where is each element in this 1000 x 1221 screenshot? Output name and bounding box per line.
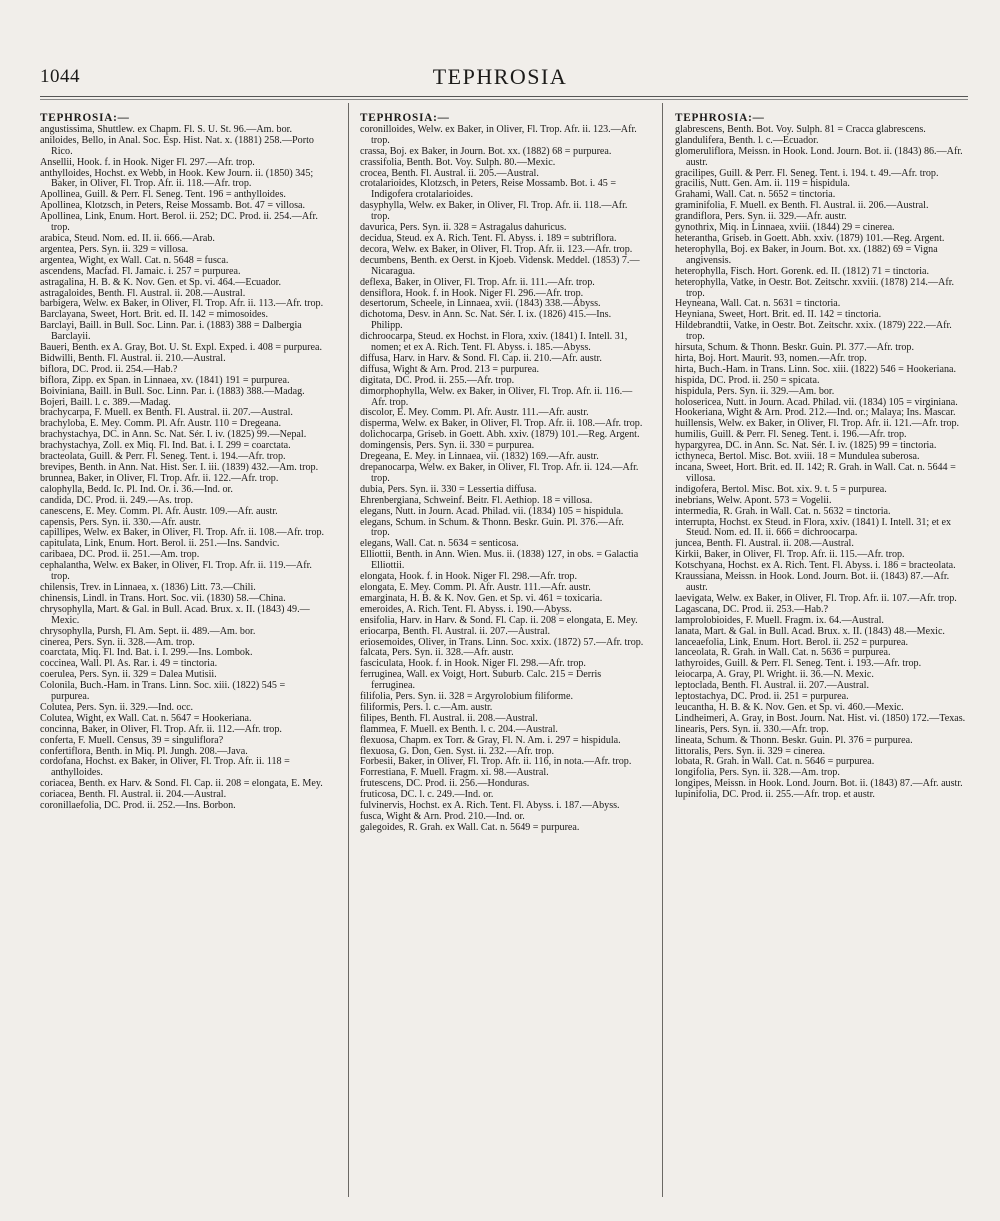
index-entry: argentea, Wight, ex Wall. Cat. n. 5648 = fusca. <box>40 254 229 266</box>
index-entry: longifolia, Pers. Syn. ii. 328.—Am. trop. <box>675 767 840 779</box>
index-entry: glandulifera, Benth. l. c.—Ecuador. <box>675 134 819 146</box>
index-entry: capillipes, Welw. ex Baker, in Oliver, Fl. Trop. Afr. ii. 108.—Afr. trop. <box>40 527 325 539</box>
index-entry: Kotschyana, Hochst. ex A. Rich. Tent. Fl. Abyss. i. 186 = bracteolata. <box>675 560 956 572</box>
index-entry: Colutea, Wight, ex Wall. Cat. n. 5647 = Hookeriana. <box>40 712 252 724</box>
index-entry: digitata, DC. Prod. ii. 255.—Afr. trop. <box>360 374 515 386</box>
index-entry: coerulea, Pers. Syn. ii. 329 = Dalea Mutisii. <box>40 669 217 681</box>
index-entry: Bojeri, Baill. l. c. 389.—Madag. <box>40 396 171 408</box>
index-entry: falcata, Pers. Syn. ii. 328.—Afr. austr. <box>360 647 514 659</box>
index-entry: icthyneca, Bertol. Misc. Bot. xviii. 18 = Mundulea suberosa. <box>675 451 920 463</box>
index-entry: Forrestiana, F. Muell. Fragm. xi. 98.—Austral. <box>360 767 549 779</box>
index-entry: coccinea, Wall. Pl. As. Rar. i. 49 = tinctoria. <box>40 658 218 670</box>
index-entry: argentea, Pers. Syn. ii. 329 = villosa. <box>40 243 189 255</box>
index-entry: dimorphophylla, Welw. ex Baker, in Oliver, Fl. Trop. Afr. ii. 116.—Afr. trop. <box>360 385 633 408</box>
index-entry: candida, DC. Prod. ii. 249.—As. trop. <box>40 494 194 506</box>
index-entry: glabrescens, Benth. Bot. Voy. Sulph. 81 = Cracca glabrescens. <box>675 123 926 135</box>
index-entry: fruticosa, DC. l. c. 249.—Ind. or. <box>360 789 494 801</box>
entry-list <box>675 125 968 801</box>
page-number: 1044 <box>40 66 80 87</box>
index-entry: crassa, Boj. ex Baker, in Journ. Bot. xx. (1882) 68 = purpurea. <box>360 145 612 157</box>
index-entry: dubia, Pers. Syn. ii. 330 = Lessertia diffusa. <box>360 483 537 495</box>
index-entry: dolichocarpa, Griseb. in Goett. Abh. xxiv. (1879) 101.—Reg. Argent. <box>360 429 640 441</box>
index-entry: grandiflora, Pers. Syn. ii. 329.—Afr. austr. <box>675 211 847 223</box>
index-column-3 <box>675 103 968 1197</box>
index-entry: astragalina, H. B. & K. Nov. Gen. et Sp. vi. 464.—Ecuador. <box>40 276 281 288</box>
index-entry: flammea, F. Muell. ex Benth. l. c. 204.—Austral. <box>360 723 558 735</box>
header-rule-secondary <box>40 99 968 100</box>
index-entry: filifolia, Pers. Syn. ii. 328 = Argyrolobium filiforme. <box>360 691 573 703</box>
index-entry: barbigera, Welw. ex Baker, in Oliver, Fl. Trop. Afr. ii. 113.—Afr. trop. <box>40 298 324 310</box>
index-entry: Barclayana, Sweet, Hort. Brit. ed. II. 142 = mimosoides. <box>40 309 268 321</box>
index-entry: leucantha, H. B. & K. Nov. Gen. et Sp. vi. 460.—Mexic. <box>675 701 904 713</box>
index-entry: holosericea, Nutt. in Journ. Acad. Philad. vii. (1834) 105 = virginiana. <box>675 396 958 408</box>
index-entry: decidua, Steud. ex A. Rich. Tent. Fl. Abyss. i. 189 = subtriflora. <box>360 232 617 244</box>
index-entry: cordofana, Hochst. ex Baker, in Oliver, Fl. Trop. Afr. ii. 118 = anthylloides. <box>40 756 290 779</box>
index-entry: anthylloides, Hochst. ex Webb, in Hook. Kew Journ. ii. (1850) 345; Baker, in Oliver, Fl. Trop. Afr. ii. 118.—Afr. trop. <box>40 167 314 190</box>
index-entry: Kraussiana, Meissn. in Hook. Lond. Journ. Bot. ii. (1843) 87.—Afr. austr. <box>675 571 950 593</box>
index-entry: chrysophylla, Mart. & Gal. in Bull. Acad. Brux. x. II. (1843) 49.—Mexic. <box>40 603 310 626</box>
index-entry: Elliottii, Benth. in Ann. Wien. Mus. ii. (1838) 127, in obs. = Galactia Elliottii. <box>360 549 639 572</box>
index-entry: humilis, Guill. & Perr. Fl. Seneg. Tent. i. 196.—Afr. trop. <box>675 429 907 441</box>
index-entry: Lagascana, DC. Prod. ii. 253.—Hab.? <box>675 603 829 615</box>
index-entry: coriacea, Benth. Fl. Austral. ii. 204.—Austral. <box>40 789 227 801</box>
index-entry: Hookeriana, Wight & Arn. Prod. 212.—Ind. or.; Malaya; Ins. Mascar. <box>675 407 956 419</box>
index-entry: elegans, Wall. Cat. n. 5634 = senticosa. <box>360 538 519 550</box>
index-entry: crassifolia, Benth. Bot. Voy. Sulph. 80.—Mexic. <box>360 156 556 168</box>
index-entry: Baueri, Benth. ex A. Gray, Bot. U. St. Expl. Exped. i. 408 = purpurea. <box>40 342 323 354</box>
index-entry: glomeruliflora, Meissn. in Hook. Lond. Journ. Bot. ii. (1843) 86.—Afr. austr. <box>675 145 963 168</box>
index-entry: heterophylla, Vatke, in Oestr. Bot. Zeitschr. xxviii. (1878) 214.—Afr. trop. <box>675 276 955 299</box>
index-entry: lupinifolia, DC. Prod. ii. 255.—Afr. trop. et austr. <box>675 789 875 801</box>
index-entry: lanceaefolia, Link, Enum. Hort. Berol. ii. 252 = purpurea. <box>675 636 909 648</box>
index-entry: coronillaefolia, DC. Prod. ii. 252.—Ins. Borbon. <box>40 800 236 812</box>
index-entry: deflexa, Baker, in Oliver, Fl. Trop. Afr. ii. 111.—Afr. trop. <box>360 276 595 288</box>
index-entry: lathyroides, Guill. & Perr. Fl. Seneg. Tent. i. 193.—Afr. trop. <box>675 658 922 670</box>
running-head: TEPHROSIA <box>432 64 568 89</box>
index-entry: elegans, Nutt. in Journ. Acad. Philad. vii. (1834) 105 = hispidula. <box>360 505 624 517</box>
index-entry: concinna, Baker, in Oliver, Fl. Trop. Afr. ii. 112.—Afr. trop. <box>40 723 282 735</box>
index-entry: hirta, Buch.-Ham. in Trans. Linn. Soc. xiii. (1822) 546 = Hookeriana. <box>675 363 956 375</box>
index-entry: lineata, Schum. & Thonn. Beskr. Guin. Pl. 376 = purpurea. <box>675 734 913 746</box>
index-entry: brevipes, Benth. in Ann. Nat. Hist. Ser. I. iii. (1839) 432.—Am. trop. <box>40 462 319 473</box>
index-entry: coriacea, Benth. ex Harv. & Sond. Fl. Cap. ii. 208 = elongata, E. Mey. <box>40 778 323 790</box>
index-entry: decora, Welw. ex Baker, in Oliver, Fl. Trop. Afr. ii. 123.—Afr. trop. <box>360 243 633 255</box>
index-entry: crotalarioides, Klotzsch, in Peters, Reise Mossamb. Bot. i. 45 = Indigofera crotalarioides. <box>360 178 617 201</box>
index-entry: lobata, R. Grah. in Wall. Cat. n. 5646 = purpurea. <box>675 756 875 768</box>
index-entry: confertiflora, Benth. in Miq. Pl. Jungh. 208.—Java. <box>40 745 248 757</box>
index-entry: eriocarpa, Benth. Fl. Austral. ii. 207.—Austral. <box>360 625 551 637</box>
index-entry: Boiviniana, Baill. in Bull. Soc. Linn. Par. i. (1883) 388.—Madag. <box>40 385 305 397</box>
index-entry: brunnea, Baker, in Oliver, Fl. Trop. Afr. ii. 122.—Afr. trop. <box>40 472 279 484</box>
index-entry: intermedia, R. Grah. in Wall. Cat. n. 5632 = tinctoria. <box>675 505 891 517</box>
index-entry: heterantha, Griseb. in Goett. Abh. xxiv. (1879) 101.—Reg. Argent. <box>675 232 945 244</box>
index-entry: lanata, Mart. & Gal. in Bull. Acad. Brux. x. II. (1843) 48.—Mexic. <box>675 625 945 637</box>
index-entry: huillensis, Welw. ex Baker, in Oliver, Fl. Trop. Afr. ii. 121.—Afr. trop. <box>675 418 960 430</box>
index-entry: galegoides, R. Grah. ex Wall. Cat. n. 5649 = purpurea. <box>360 821 580 833</box>
index-entry: caribaea, DC. Prod. ii. 251.—Am. trop. <box>40 549 200 561</box>
column-heading: TEPHROSIA:— <box>40 112 130 124</box>
index-entry: cinerea, Pers. Syn. ii. 328.—Am. trop. <box>40 636 195 648</box>
index-entry: coronilloides, Welw. ex Baker, in Oliver, Fl. Trop. Afr. ii. 123.—Afr. trop. <box>360 123 637 146</box>
index-entry: Hildebrandtii, Vatke, in Oestr. Bot. Zeitschr. xxix. (1879) 222.—Afr. trop. <box>675 320 952 343</box>
index-entry: Apollinea, Link, Enum. Hort. Berol. ii. 252; DC. Prod. ii. 254.—Afr. trop. <box>40 211 318 234</box>
index-entry: inebrians, Welw. Apont. 573 = Vogelii. <box>675 494 832 506</box>
index-entry: Ansellii, Hook. f. in Hook. Niger Fl. 297.—Afr. trop. <box>40 156 255 168</box>
index-entry: dasyphylla, Welw. ex Baker, in Oliver, Fl. Trop. Afr. ii. 118.—Afr. trop. <box>360 200 628 223</box>
index-entry: Heyneana, Wall. Cat. n. 5631 = tinctoria. <box>675 298 841 310</box>
index-entry: densiflora, Hook. f. in Hook. Niger Fl. 296.—Afr. trop. <box>360 287 584 299</box>
index-entry: gracilis, Nutt. Gen. Am. ii. 119 = hispidula. <box>675 178 850 190</box>
index-entry: littoralis, Pers. Syn. ii. 329 = cinerea. <box>675 745 826 757</box>
entry-list <box>360 125 644 834</box>
index-entry: elongata, Hook. f. in Hook. Niger Fl. 298.—Afr. trop. <box>360 571 577 583</box>
index-entry: brachystachya, DC. in Ann. Sc. Nat. Sér. I. iv. (1825) 99.—Nepal. <box>40 429 307 441</box>
index-entry: Colonila, Buch.-Ham. in Trans. Linn. Soc. xiii. (1822) 545 = purpurea. <box>40 680 286 703</box>
index-entry: juncea, Benth. Fl. Austral. ii. 208.—Austral. <box>675 538 854 550</box>
index-entry: gynothrix, Miq. in Linnaea, xviii. (1844) 29 = cinerea. <box>675 222 895 234</box>
index-entry: desertorum, Scheele, in Linnaea, xvii. (1843) 338.—Abyss. <box>360 298 601 310</box>
index-entry: interrupta, Hochst. ex Steud. in Flora, xxiv. (1841) I. Intell. 31; et ex Steud. Nom. ed. II. ii. 666 = dichroocarpa. <box>675 516 952 539</box>
index-entry: aniloides, Bello, in Anal. Soc. Esp. Hist. Nat. x. (1881) 258.—Porto Rico. <box>40 134 314 157</box>
index-entry: Grahami, Wall. Cat. n. 5652 = tinctoria. <box>675 189 836 201</box>
index-entry: Kirkii, Baker, in Oliver, Fl. Trop. Afr. ii. 115.—Afr. trop. <box>675 549 905 561</box>
index-entry: capitulata, Link, Enum. Hort. Berol. ii. 251.—Ins. Sandvic. <box>40 538 280 550</box>
index-entry: Dregeana, E. Mey. in Linnaea, vii. (1832) 169.—Afr. austr. <box>360 451 599 463</box>
index-entry: lamprolobioides, F. Muell. Fragm. ix. 64.—Austral. <box>675 614 884 626</box>
index-entry: elongata, E. Mey. Comm. Pl. Afr. Austr. 111.—Afr. austr. <box>360 581 591 593</box>
index-entry: linearis, Pers. Syn. ii. 330.—Afr. trop. <box>675 723 829 735</box>
index-entry: lanceolata, R. Grah. in Wall. Cat. n. 5636 = purpurea. <box>675 647 891 659</box>
index-entry: bracteolata, Guill. & Perr. Fl. Seneg. Tent. i. 194.—Afr. trop. <box>40 451 286 463</box>
index-entry: dichroocarpa, Steud. ex Hochst. in Flora, xxiv. (1841) I. Intell. 31, nomen; et ex A. Rich. Tent. Fl. Abyss. i. 185.—Abyss. <box>360 331 628 354</box>
index-entry: cephalantha, Welw. ex Baker, in Oliver, Fl. Trop. Afr. ii. 119.—Afr. trop. <box>40 560 312 583</box>
index-entry: heterophylla, Boj. ex Baker, in Journ. Bot. xx. (1882) 69 = Vigna angivensis. <box>675 243 938 266</box>
index-entry: diffusa, Wight & Arn. Prod. 213 = purpurea. <box>360 363 540 375</box>
index-entry: leptostachya, DC. Prod. ii. 251 = purpurea. <box>675 691 849 703</box>
index-entry: gracilipes, Guill. & Perr. Fl. Seneg. Tent. i. 194. t. 49.—Afr. trop. <box>675 167 939 179</box>
index-entry: dichotoma, Desv. in Ann. Sc. Nat. Sér. I. ix. (1826) 415.—Ins. Philipp. <box>360 309 612 332</box>
index-entry: Bidwilli, Benth. Fl. Austral. ii. 210.—Austral. <box>40 352 226 364</box>
index-entry: fusca, Wight & Arn. Prod. 210.—Ind. or. <box>360 811 525 822</box>
index-entry: discolor, E. Mey. Comm. Pl. Afr. Austr. 111.—Afr. austr. <box>360 407 589 419</box>
index-entry: calophylla, Bedd. Ic. Pl. Ind. Or. i. 36.—Ind. or. <box>40 483 233 495</box>
index-entry: decumbens, Benth. ex Oerst. in Kjoeb. Vidensk. Meddel. (1853) 7.—Nicaragua. <box>360 254 640 277</box>
index-entry: laevigata, Welw. ex Baker, in Oliver, Fl. Trop. Afr. ii. 107.—Afr. trop. <box>675 592 957 604</box>
index-entry: longipes, Meissn. in Hook. Lond. Journ. Bot. ii. (1843) 87.—Afr. austr. <box>675 778 963 790</box>
index-entry: angustissima, Shuttlew. ex Chapm. Fl. S. U. St. 96.—Am. bor. <box>40 123 292 135</box>
index-entry: domingensis, Pers. Syn. ii. 330 = purpurea. <box>360 440 535 452</box>
index-entry: hispida, DC. Prod. ii. 250 = spicata. <box>675 374 820 386</box>
index-entry: Barclayi, Baill. in Bull. Soc. Linn. Par. i. (1883) 388 = Dalbergia Barclayii. <box>40 320 302 343</box>
index-entry: hispidula, Pers. Syn. ii. 329.—Am. bor. <box>675 385 835 397</box>
index-entry: eriosemoides, Oliver, in Trans. Linn. Soc. xxix. (1872) 57.—Afr. trop. <box>360 636 644 648</box>
index-entry: emarginata, H. B. & K. Nov. Gen. et Sp. vi. 461 = toxicaria. <box>360 592 603 604</box>
index-entry: biflora, DC. Prod. ii. 254.—Hab.? <box>40 363 178 375</box>
index-entry: ascendens, Macfad. Fl. Jamaic. i. 257 = purpurea. <box>40 265 241 277</box>
index-entry: hypargyrea, DC. in Ann. Sc. Nat. Sér. I. iv. (1825) 99 = tinctoria. <box>675 440 937 452</box>
index-entry: ferruginea, Wall. ex Voigt, Hort. Suburb. Calc. 215 = Derris ferruginea. <box>360 669 602 692</box>
entry-list <box>40 125 326 812</box>
index-entry: Colutea, Pers. Syn. ii. 329.—Ind. occ. <box>40 701 194 713</box>
index-entry: conferta, F. Muell. Census, 39 = singuliflora? <box>40 734 224 746</box>
index-entry: brachyloba, E. Mey. Comm. Pl. Afr. Austr. 110 = Dregeana. <box>40 418 281 430</box>
index-entry: chrysophylla, Pursh, Fl. Am. Sept. ii. 489.—Am. bor. <box>40 625 256 637</box>
index-entry: incana, Sweet, Hort. Brit. ed. II. 142; R. Grah. in Wall. Cat. n. 5644 = villosa. <box>675 462 956 484</box>
index-entry: diffusa, Harv. in Harv. & Sond. Fl. Cap. ii. 210.—Afr. austr. <box>360 352 602 364</box>
index-column-1 <box>40 103 326 1197</box>
index-entry: leiocarpa, A. Gray, Pl. Wright. ii. 36.—N. Mexic. <box>675 669 874 681</box>
header-rule <box>40 96 968 97</box>
index-entry: brachycarpa, F. Muell. ex Benth. Fl. Austral. ii. 207.—Austral. <box>40 407 293 419</box>
column-divider <box>348 103 349 1197</box>
index-entry: brachystachya, Zoll. ex Miq. Fl. Ind. Bat. i. I. 299 = coarctata. <box>40 440 291 452</box>
index-entry: ensifolia, Harv. in Harv. & Sond. Fl. Cap. ii. 208 = elongata, E. Mey. <box>360 614 638 626</box>
index-entry: chilensis, Trev. in Linnaea, x. (1836) Litt. 73.—Chili. <box>40 581 256 593</box>
index-entry: Heyniana, Sweet, Hort. Brit. ed. II. 142 = tinctoria. <box>675 309 882 321</box>
index-entry: elegans, Schum. in Schum. & Thonn. Beskr. Guin. Pl. 376.—Afr. trop. <box>360 516 624 539</box>
index-entry: chinensis, Lindl. in Trans. Hort. Soc. vii. (1830) 58.—China. <box>40 592 286 604</box>
index-entry: astragaloides, Benth. Fl. Austral. ii. 208.—Austral. <box>40 287 246 299</box>
index-entry: leptoclada, Benth. Fl. Austral. ii. 207.—Austral. <box>675 680 869 692</box>
index-entry: frutescens, DC. Prod. ii. 256.—Honduras. <box>360 778 530 790</box>
index-entry: biflora, Zipp. ex Span. in Linnaea, xv. (1841) 191 = purpurea. <box>40 374 290 386</box>
index-entry: canescens, E. Mey. Comm. Pl. Afr. Austr. 109.—Afr. austr. <box>40 505 278 517</box>
index-entry: arabica, Steud. Nom. ed. II. ii. 666.—Arab. <box>40 232 215 244</box>
index-entry: flexuosa, Chapm. ex Torr. & Gray, Fl. N. Am. i. 297 = hispidula. <box>360 734 621 746</box>
index-entry: Ehrenbergiana, Schweinf. Beitr. Fl. Aethiop. 18 = villosa. <box>360 494 593 506</box>
index-column-2 <box>360 103 644 1197</box>
index-entry: drepanocarpa, Welw. ex Baker, in Oliver, Fl. Trop. Afr. ii. 124.—Afr. trop. <box>360 462 639 484</box>
index-entry: graminifolia, F. Muell. ex Benth. Fl. Austral. ii. 206.—Austral. <box>675 200 929 212</box>
index-entry: emeroides, A. Rich. Tent. Fl. Abyss. i. 190.—Abyss. <box>360 603 572 615</box>
index-entry: Apollinea, Klotzsch, in Peters, Reise Mossamb. Bot. 47 = villosa. <box>40 200 306 212</box>
index-entry: capensis, Pers. Syn. ii. 330.—Afr. austr. <box>40 516 201 528</box>
index-entry: heterophylla, Fisch. Hort. Gorenk. ed. II. (1812) 71 = tinctoria. <box>675 265 930 277</box>
index-entry: disperma, Welw. ex Baker, in Oliver, Fl. Trop. Afr. ii. 108.—Afr. trop. <box>360 418 643 430</box>
index-entry: filipes, Benth. Fl. Austral. ii. 208.—Austral. <box>360 712 538 724</box>
index-entry: flexuosa, G. Don, Gen. Syst. ii. 232.—Afr. trop. <box>360 745 555 757</box>
index-columns <box>40 103 968 1203</box>
index-entry: coarctata, Miq. Fl. Ind. Bat. i. I. 299.—Ins. Lombok. <box>40 647 253 659</box>
column-heading: TEPHROSIA:— <box>360 112 450 124</box>
index-entry: fasciculata, Hook. f. in Hook. Niger Fl. 298.—Afr. trop. <box>360 658 586 670</box>
index-entry: crocea, Benth. Fl. Austral. ii. 205.—Austral. <box>360 167 539 179</box>
index-entry: davurica, Pers. Syn. ii. 328 = Astragalus dahuricus. <box>360 222 567 234</box>
index-entry: indigofera, Bertol. Misc. Bot. xix. 9. t. 5 = purpurea. <box>675 483 887 495</box>
index-entry: Forbesii, Baker, in Oliver, Fl. Trop. Afr. ii. 116, in nota.—Afr. trop. <box>360 756 632 768</box>
index-entry: hirsuta, Schum. & Thonn. Beskr. Guin. Pl. 377.—Afr. trop. <box>675 342 914 354</box>
column-heading: TEPHROSIA:— <box>675 112 765 124</box>
column-divider <box>662 103 663 1197</box>
index-entry: hirta, Boj. Hort. Maurit. 93, nomen.—Afr. trop. <box>675 352 867 364</box>
index-entry: filiformis, Pers. l. c.—Am. austr. <box>360 701 493 713</box>
index-entry: Lindheimeri, A. Gray, in Bost. Journ. Nat. Hist. vi. (1850) 172.—Texas. <box>675 712 966 724</box>
index-entry: Apollinea, Guill. & Perr. Fl. Seneg. Tent. 196 = anthylloides. <box>40 189 286 201</box>
index-entry: fulvinervis, Hochst. ex A. Rich. Tent. Fl. Abyss. i. 187.—Abyss. <box>360 800 620 812</box>
